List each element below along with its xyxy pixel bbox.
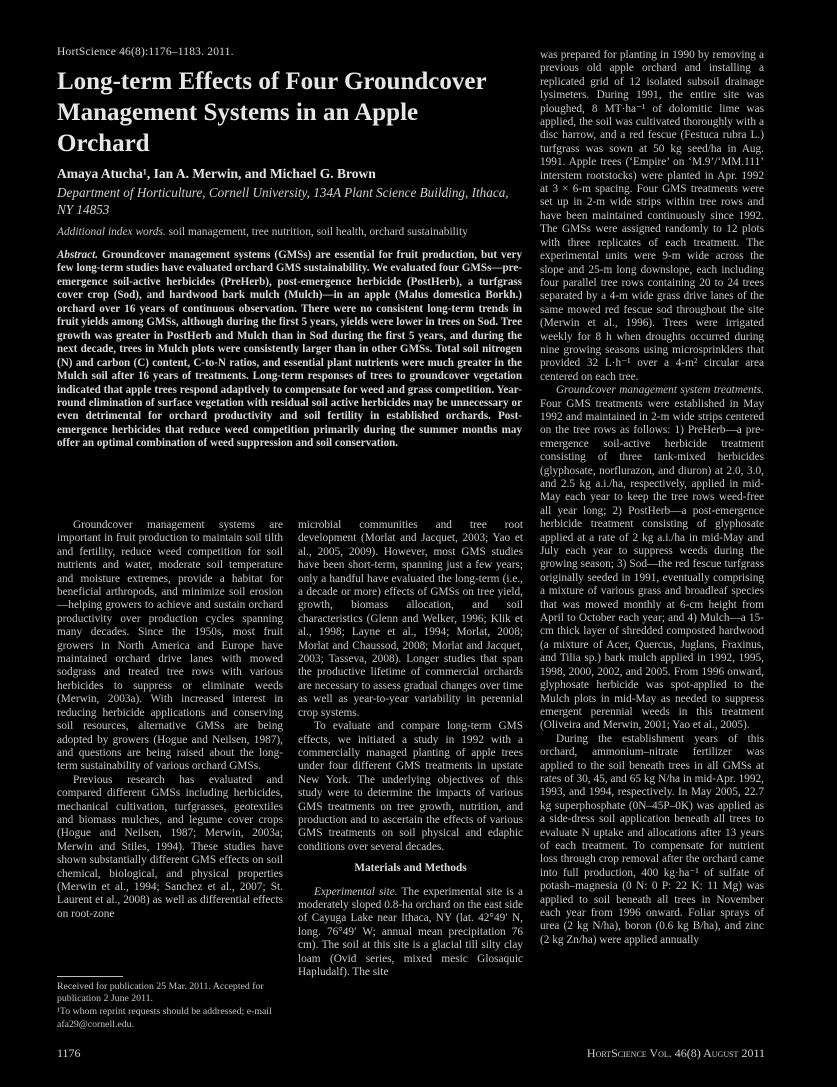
- author-list: Amaya Atucha¹, Ian A. Merwin, and Michael G. Brown: [57, 166, 376, 181]
- run-in-heading: Experimental site.: [314, 885, 398, 898]
- affiliation: Department of Horticulture, Cornell University, 134A Plant Science Building, Ithaca, NY 14853: [57, 185, 509, 217]
- footnote: Received for publication 25 Mar. 2011. Accepted for publication 2 June 2011.: [57, 981, 264, 1005]
- footnote-divider: [57, 976, 123, 977]
- page-number: 1176: [57, 1046, 81, 1060]
- paragraph: [540, 384, 764, 733]
- paragraph-text: was prepared for planting in 1990 by removing a previous old apple orchard and installing a replicated grid of 12 isolated subsoil drainage lysimeters. During 1991, the entire site was ploughed, 8 MT·ha⁻¹ of dolomitic lime was applied, the soil was cultivated thoroughly with a disc harrow, and a red fescue (Festuca rubra L.) turfgrass was sown at 50 kg seed/ha in Aug. 1991. Apple trees (‘Empire’ on ‘M.9’/‘MM.111’ interstem rootstocks) were planted in Apr. 1992 at 3 × 6-m spacing. Four GMS treatments were set up in 2-m wide strips within tree rows and have been maintained continuously since 1992. The GMSs were assigned randomly to 12 plots with three replicates of each treatment. The experimental units were 9-m wide across the slope and 25-m long downslope, each including four parallel tree rows containing 20 to 24 trees separated by a 4-m wide grass drive lanes of the same mowed red fescue sod throughout the site (Merwin et al., 1996). Trees were irrigated weekly for 8 h when droughts occurred during nine growing seasons using microsprinklers that provided 32 L·h⁻¹ over a 4-m² circular area centered on each tree.: [540, 49, 764, 383]
- body-column-1: [57, 519, 283, 921]
- paragraph-text: The experimental site is a moderately sloped 0.8-ha orchard on the east side of Cayuga Lake near Ithaca, NY (lat. 42°49′ N, long. 76°49′ W; annual mean precipitation 76 cm). The soil at this site is a glacial till silty clay loam (Ovid series, mixed mesic Glosaquic Hapludalf). The site: [298, 885, 523, 978]
- body-column-3: [540, 49, 764, 947]
- paragraph: [298, 886, 523, 980]
- abstract: [57, 249, 522, 451]
- index-words: [57, 226, 527, 238]
- index-words-label: Additional index words.: [57, 226, 166, 238]
- body-column-2: [298, 519, 523, 979]
- article-title: Long-term Effects of Four Groundcover Management Systems in an Apple Orchard: [57, 68, 487, 157]
- paragraph-text: During the establishment years of this orchard, ammonium–nitrate fertilizer was applied to the soil beneath trees in all GMSs at rates of 30, 45, and 65 kg N/ha in mid-Apr. 1992, 1993, and 1994, respectively. In May 2005, 22.7 kg superphosphate (0N–45P–0K) was applied as a side-dress soil application beneath all trees to evaluate N uptake and allocations after 13 years of each treatment. To compensate for nutrient loss through crop removal after the orchard came into full production, 400 kg·ha⁻¹ of sulfate of potash–magnesia (0 N: 0 P: 22 K: 11 Mg) was applied to soil beneath all trees in November each year from 1996 onward. Foliar sprays of urea (2 kg N/ha), boron (0.6 kg B/ha), and zinc (2 kg Zn/ha) were applied annually: [540, 732, 764, 946]
- abstract-label: Abstract.: [57, 249, 98, 261]
- abstract-text: Groundcover management systems (GMSs) are essential for fruit production, but very few long-term studies have evaluated orchard GMS sustainability. We evaluated four GMSs—pre-emergence soil-active herbicides (PreHerb), post-emergence herbicide (PostHerb), a turfgrass cover crop (Sod), and hardwood bark mulch (Mulch)—in an apple (Malus domestica Borkh.) orchard over 16 years of continuous observation. There were no consistent long-term trends in fruit yields among GMSs, although during the first 5 years, yields were lower in trees on Sod. Tree growth was greater in PostHerb and Mulch than in Sod during the first 5 years, and during the next decade, trees in Mulch plots were consistently larger than in other GMSs. Total soil nitrogen (N) and carbon (C) content, C-to-N ratios, and essential plant nutrients were much greater in the Mulch soil after 16 years of treatments. Long-term responses of trees to groundcover vegetation indicated that apple trees respond adaptively to compensate for weed and grass competition. Year-round elimination of surface vegetation with residual soil active herbicides may be unnecessary or even detrimental for orchard productivity and soil fertility in established orchards. Post-emergence herbicides that reduce weed competition primarily during the summer months may offer an optimal combination of weed suppression and soil conservation.: [57, 249, 522, 450]
- index-words-text: soil management, tree nutrition, soil health, orchard sustainability: [165, 226, 468, 238]
- footnotes: [57, 981, 283, 1032]
- running-footer: HortScience Vol. 46(8) August 2011: [586, 1046, 765, 1060]
- paragraph: Previous research has evaluated and compared different GMSs including herbicides, mechanical cultivation, turfgrasses, geotextiles and biomass mulches, and legume cover crops (Hogue and Neilsen, 1987; Merwin, 2003a; Merwin and Stiles, 1994). These studies have shown substantially different GMS effects on soil chemical, biological, and physical properties (Merwin et al., 1994; Sanchez et al., 2007; St. Laurent et al., 2008) as well as differential effects on root-zone: [57, 773, 283, 920]
- journal-citation: HortScience 46(8):1176–1183. 2011.: [57, 46, 234, 58]
- paragraph-text: Four GMS treatments were established in May 1992 and maintained in 2-m wide strips centered on the tree rows as follows: 1) PreHerb—a pre-emergence soil-active herbicide treatment consisting of three tank-mixed herbicides (glyphosate, norflurazon, and diuron) at 2.0, 3.0, and 2.5 kg a.i./ha, respectively, applied in mid-May each year to keep the tree rows weed-free all year long; 2) PostHerb—a post-emergence herbicide treatment consisting of glyphosate applied at a rate of 2 kg a.i./ha in mid-May and July each year to suppress weeds during the growing season; 3) Sod—the red fescue turfgrass originally seeded in 1991, eventually comprising a mixture of various grass and broadleaf species that was mowed monthly at 6-cm height from April to October each year; and 4) Mulch—a 15-cm thick layer of shredded composted hardwood (a mixture of Acer, Quercus, Juglans, Fraxinus, and Tilia sp.) bark mulch applied in 1992, 1995, 1998, 2000, 2002, and 2005. From 1996 onward, glyphosate herbicide was spot-applied to the Mulch plots in mid-May as needed to suppress emergent perennial weeds in this treatment (Oliveira and Merwin, 2001; Yao et al., 2005).: [540, 397, 764, 732]
- run-in-heading: Groundcover management system treatments.: [556, 384, 764, 397]
- section-heading: Materials and Methods: [354, 862, 467, 875]
- paragraph: To evaluate and compare long-term GMS effects, we initiated a study in 1992 with a commercially managed planting of apple trees under four different GMS treatments in upstate New York. The underlying objectives of this study were to determine the impacts of various GMS treatments on tree growth, nutrition, and production and to ascertain the effects of various GMS treatments on soil physical and edaphic conditions over several decades.: [298, 720, 523, 853]
- footnote: ¹To whom reprint requests should be addressed; e-mail afa29@cornell.edu.: [57, 1006, 272, 1030]
- paragraph: microbial communities and tree root development (Morlat and Jacquet, 2003; Yao et al., 2005, 2009). However, most GMS studies have been short-term, spanning just a few years; only a handful have evaluated the long-term (i.e., a decade or more) effects of GMSs on tree yield, growth, biomass allocation, and soil characteristics (Glenn and Welker, 1996; Klik et al., 1998; Layne et al., 1994; Morlat, 2008; Morlat and Chaussod, 2008; Morlat and Jacquet, 2003; Tasseva, 2008). Longer studies that span the productive lifetime of commercial orchards are necessary to assess gradual changes over time as well as year-to-year variability in perennial crop systems.: [298, 519, 523, 719]
- paragraph: [540, 733, 764, 948]
- paragraph: Groundcover management systems are important in fruit production to maintain soil tilth and fertility, reduce weed competition for soil nutrients and water, moderate soil temperature and moisture extremes, provide a habitat for beneficial arthropods, and minimize soil erosion—helping growers to achieve and sustain orchard productivity over production cycles spanning many decades. Since the 1950s, most fruit growers in North America and Europe have maintained orchard drive lanes with mowed sodgrass and treated tree rows with various herbicides to suppress or eliminate weeds (Merwin, 2003a). With increased interest in reducing herbicide applications and conserving soil resources, alternative GMSs are being adopted by growers (Hogue and Neilsen, 1987), and questions are being raised about the long-term sustainability of various orchard GMSs.: [57, 519, 283, 773]
- paragraph: [540, 49, 764, 384]
